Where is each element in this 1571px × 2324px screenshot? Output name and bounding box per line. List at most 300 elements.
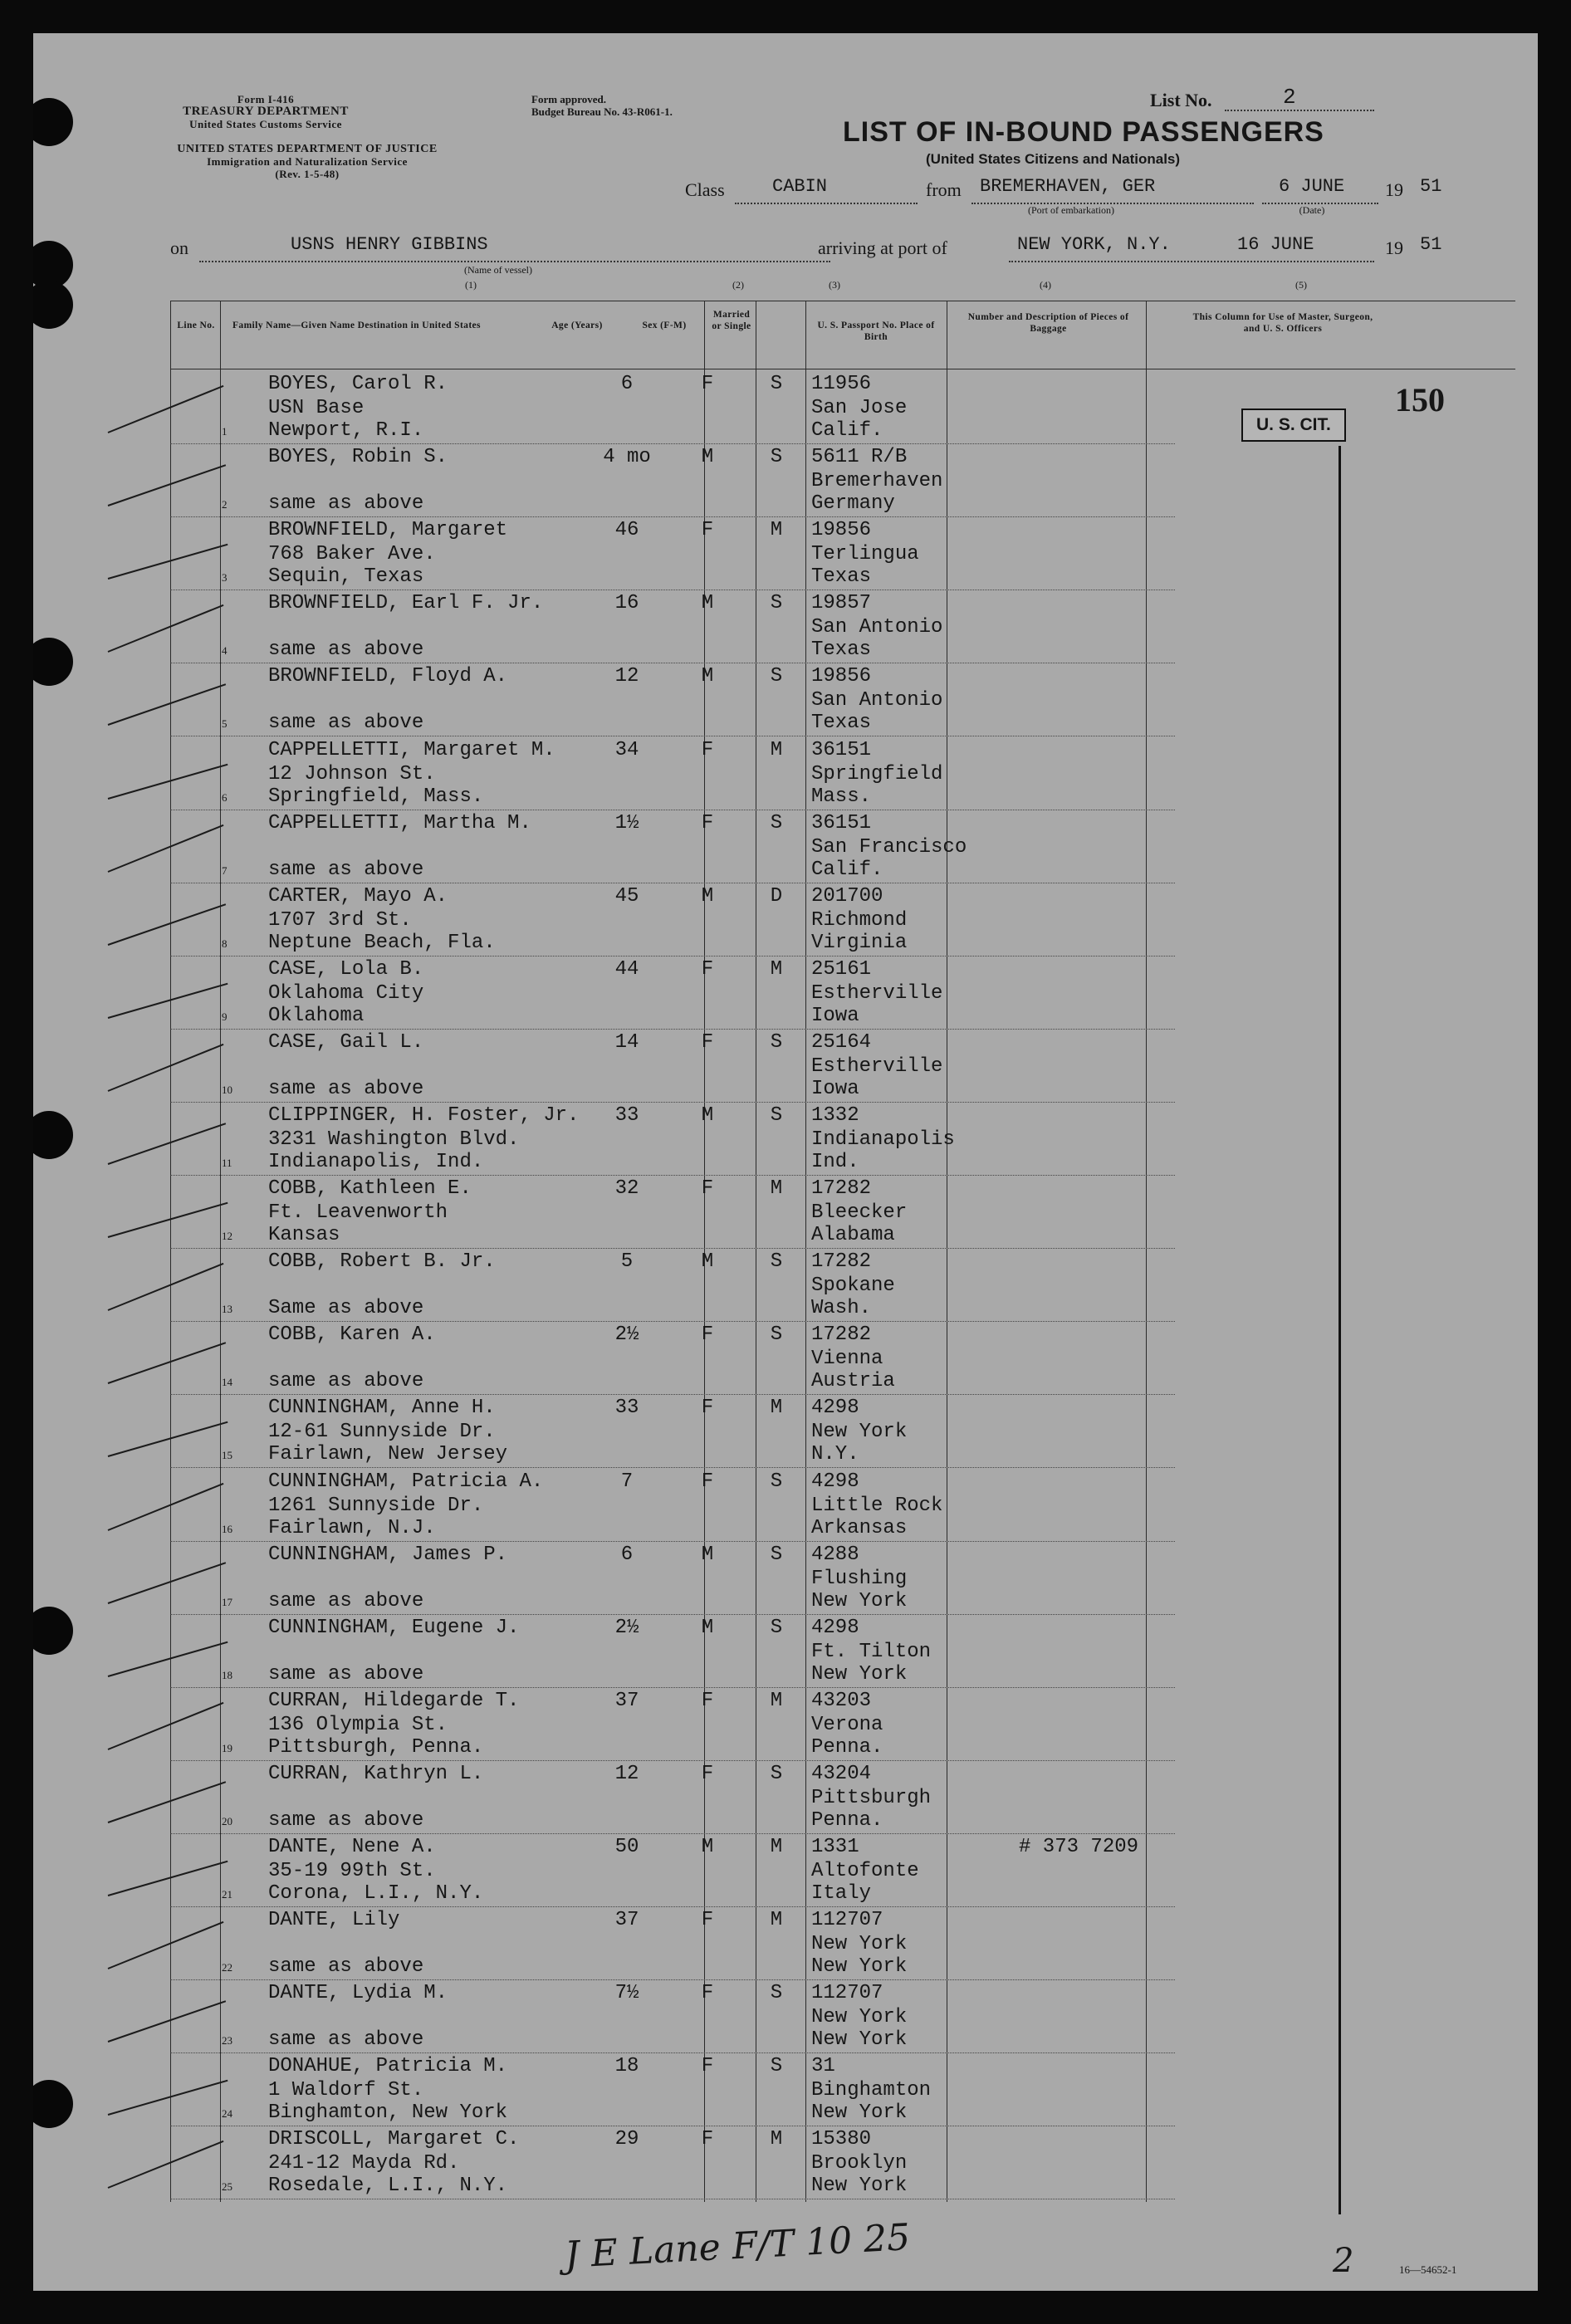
passenger-age: 12	[614, 665, 639, 688]
line-number: 13	[222, 1303, 232, 1316]
line-number: 14	[222, 1376, 232, 1389]
passenger-name: DANTE, Nene A.	[268, 1836, 436, 1858]
marital-status: S	[770, 1030, 783, 1054]
passport-number: 25161	[811, 957, 872, 981]
year-suffix: 51	[1420, 176, 1442, 197]
birthplace-line-2: Germany	[811, 492, 895, 516]
destination-line-1: 12 Johnson St.	[268, 762, 436, 785]
marital-status: M	[770, 1177, 783, 1201]
marital-status: S	[770, 446, 783, 469]
birthplace-line-1: New York	[811, 1421, 908, 1444]
page-title: LIST OF IN-BOUND PASSENGERS	[843, 116, 1324, 148]
line-number: 20	[222, 1814, 232, 1827]
us-citizen-stamp: U. S. CIT.	[1241, 409, 1346, 442]
destination-line-2: Springfield, Mass.	[268, 785, 484, 808]
birthplace-line-1: New York	[811, 1933, 908, 1956]
line-number: 19	[222, 1741, 232, 1754]
handwritten-signature: J E Lane F/T 10 25	[563, 2216, 912, 2277]
destination-line-2: Binghamton, New York	[268, 2101, 508, 2125]
passenger-name: CURRAN, Hildegarde T.	[268, 1689, 520, 1712]
passport-number: 17282	[811, 1177, 872, 1201]
col-header-married: Married or Single	[712, 310, 751, 331]
table-row	[170, 1979, 1175, 2053]
birthplace-line-1: Indianapolis	[811, 1128, 955, 1151]
line-number: 3	[222, 571, 228, 585]
birthplace-line-2: New York	[811, 1955, 908, 1979]
birthplace-line-1: Estherville	[811, 1054, 943, 1078]
birthplace-line-1: Brooklyn	[811, 2152, 908, 2175]
table-row	[170, 443, 1175, 517]
passenger-age: 12	[614, 1762, 639, 1785]
form-footer-number: 16—54652-1	[1399, 2263, 1457, 2276]
table-row	[170, 2126, 1175, 2199]
line-number: 22	[222, 1961, 232, 1974]
table-row	[170, 1833, 1175, 1907]
vessel-line	[199, 261, 830, 262]
table-row	[170, 1248, 1175, 1322]
birthplace-line-1: Pittsburgh	[811, 1786, 932, 1809]
marital-status: M	[770, 1689, 783, 1712]
form-id: Form I-416	[237, 93, 295, 105]
handwritten-check-mark	[108, 2141, 224, 2189]
birthplace-line-2: New York	[811, 1662, 908, 1686]
table-row	[170, 1687, 1175, 1761]
destination-line-1: 1 Waldorf St.	[268, 2079, 424, 2102]
destination-line-2: same as above	[268, 1077, 424, 1100]
passenger-sex: F	[701, 1689, 714, 1712]
line-number: 23	[222, 2034, 232, 2048]
marital-status: S	[770, 1104, 783, 1127]
marital-status: M	[770, 1909, 783, 1932]
destination-line-2: Fairlawn, New Jersey	[268, 1443, 508, 1466]
handwritten-check-mark	[108, 1343, 226, 1385]
birthplace-line-2: Mass.	[811, 785, 872, 808]
passenger-age: 4 mo	[603, 446, 651, 469]
birthplace-line-1: Flushing	[811, 1567, 908, 1590]
marital-status: M	[770, 957, 783, 981]
birthplace-line-1: Terlingua	[811, 543, 919, 566]
birthplace-line-1: Ft. Tilton	[811, 1640, 932, 1663]
destination-line-1: 768 Baker Ave.	[268, 543, 436, 566]
from-label: from	[926, 179, 962, 200]
handwritten-check-mark	[108, 1781, 226, 1823]
handwritten-check-mark	[108, 1123, 226, 1165]
passenger-name: COBB, Robert B. Jr.	[268, 1250, 496, 1274]
destination-line-2: Fairlawn, N.J.	[268, 1516, 436, 1539]
line-number: 2	[222, 498, 228, 511]
col-header-passport: U. S. Passport No. Place of Birth	[817, 320, 935, 342]
table-row	[170, 883, 1175, 957]
marital-status: S	[770, 1250, 783, 1274]
birthplace-line-2: Texas	[811, 638, 872, 662]
arriving-date: 16 JUNE	[1237, 234, 1314, 255]
birthplace-line-2: New York	[811, 1589, 908, 1612]
handwritten-check-mark	[108, 1562, 226, 1604]
passenger-age: 1½	[614, 811, 639, 834]
passenger-name: CUNNINGHAM, James P.	[268, 1543, 508, 1566]
from-caption: (Port of embarkation)	[1028, 204, 1114, 216]
destination-line-2: Corona, L.I., N.Y.	[268, 1882, 484, 1905]
destination-line-2: Newport, R.I.	[268, 419, 424, 442]
passenger-age: 7	[620, 1470, 634, 1493]
line-number: 15	[222, 1449, 232, 1462]
birthplace-line-2: Calif.	[811, 858, 883, 881]
destination-line-2: Indianapolis, Ind.	[268, 1151, 484, 1173]
col-header-baggage: Number and Description of Pieces of Baggage	[967, 312, 1129, 334]
destination-line-1: USN Base	[268, 397, 365, 419]
passenger-name: CAPPELLETTI, Margaret M.	[268, 738, 555, 761]
table-row	[170, 1029, 1175, 1103]
handwritten-check-mark	[108, 903, 226, 946]
handwritten-check-mark	[108, 1921, 224, 1969]
class-label: Class	[685, 179, 725, 200]
form-approved: Form approved.	[531, 93, 607, 105]
birthplace-line-2: Texas	[811, 565, 872, 589]
table-row	[170, 663, 1175, 736]
marital-status: S	[770, 1616, 783, 1639]
marital-status: S	[770, 373, 783, 395]
line-number: 16	[222, 1522, 232, 1535]
marital-status: S	[770, 2055, 783, 2078]
revision: (Rev. 1-5-48)	[275, 168, 340, 180]
destination-line-2: Sequin, Texas	[268, 565, 424, 589]
birthplace-line-1: San Jose	[811, 397, 908, 419]
arriving-year-suffix: 51	[1420, 234, 1442, 255]
marital-status: S	[770, 1323, 783, 1347]
handwritten-check-mark	[108, 824, 224, 872]
line-number: 11	[222, 1157, 232, 1169]
passport-number: 4288	[811, 1543, 859, 1566]
arriving-label: arriving at port of	[818, 237, 947, 258]
handwritten-check-mark	[108, 1641, 228, 1676]
passport-number: 36151	[811, 811, 872, 834]
passenger-age: 50	[614, 1836, 639, 1858]
table-row	[170, 1175, 1175, 1249]
punch-hole	[33, 1111, 73, 1159]
page-subtitle: (United States Citizens and Nationals)	[926, 151, 1181, 167]
col-header-officers: This Column for Use of Master, Surgeon, and U. S. Officers	[1192, 312, 1373, 334]
passport-number: 31	[811, 2055, 835, 2078]
destination-line-1: 3231 Washington Blvd.	[268, 1128, 520, 1151]
passenger-name: BROWNFIELD, Margaret	[268, 519, 508, 542]
passenger-sex: F	[701, 2128, 714, 2151]
ins-service: Immigration and Naturalization Service	[207, 155, 408, 168]
arriving-year-prefix: 19	[1385, 237, 1403, 258]
passport-number: 36151	[811, 738, 872, 761]
handwritten-check-mark	[108, 684, 226, 727]
marital-status: S	[770, 592, 783, 615]
destination-line-2: same as above	[268, 638, 424, 662]
destination-line-2: same as above	[268, 1955, 424, 1979]
table-row	[170, 1321, 1175, 1395]
passenger-name: DANTE, Lydia M.	[268, 1982, 448, 2005]
passenger-name: CASE, Lola B.	[268, 957, 424, 981]
birthplace-line-2: Austria	[811, 1370, 895, 1393]
handwritten-check-mark	[108, 385, 224, 433]
colnum-4: (4)	[1040, 279, 1051, 291]
passenger-name: DRISCOLL, Margaret C.	[268, 2128, 520, 2151]
birthplace-line-2: Texas	[811, 712, 872, 735]
passenger-sex: F	[701, 738, 714, 761]
passenger-sex: F	[701, 1030, 714, 1054]
table-row	[170, 1760, 1175, 1834]
passenger-age: 14	[614, 1030, 639, 1054]
passenger-age: 7½	[614, 1982, 639, 2005]
destination-line-1: 35-19 99th St.	[268, 1860, 436, 1882]
birthplace-line-1: Springfield	[811, 762, 943, 785]
passenger-sex: M	[701, 1616, 714, 1639]
handwritten-check-mark	[108, 544, 228, 580]
passport-number: 1331	[811, 1836, 859, 1858]
birthplace-line-1: Little Rock	[811, 1494, 943, 1517]
line-number: 7	[222, 864, 228, 877]
birthplace-line-2: Italy	[811, 1882, 872, 1905]
colnum-2: (2)	[732, 279, 744, 291]
passenger-sex: M	[701, 446, 714, 469]
passport-number: 43204	[811, 1762, 872, 1785]
passenger-age: 2½	[614, 1323, 639, 1347]
passenger-age: 44	[614, 957, 639, 981]
birthplace-line-2: Iowa	[811, 1077, 859, 1100]
marital-status: M	[770, 1836, 783, 1858]
punch-hole	[33, 2080, 73, 2128]
line-number: 21	[222, 1888, 232, 1901]
destination-line-1: 12-61 Sunnyside Dr.	[268, 1421, 496, 1444]
table-row	[170, 810, 1175, 883]
destination-line-2: Same as above	[268, 1297, 424, 1320]
year-prefix: 19	[1385, 179, 1403, 200]
passenger-age: 6	[620, 1543, 634, 1566]
handwritten-check-mark	[108, 604, 224, 653]
destination-line-2: same as above	[268, 1808, 424, 1832]
birthplace-line-1: Bremerhaven	[811, 470, 943, 493]
birthplace-line-2: Penna.	[811, 1735, 883, 1759]
marital-status: M	[770, 2128, 783, 2151]
colnum-5: (5)	[1295, 279, 1307, 291]
birthplace-line-1: Estherville	[811, 981, 943, 1005]
passenger-sex: F	[701, 1470, 714, 1493]
table-row	[170, 956, 1175, 1030]
marital-status: M	[770, 519, 783, 542]
passenger-age: 5	[620, 1250, 634, 1274]
table-row	[170, 590, 1175, 663]
passenger-age: 37	[614, 1909, 639, 1932]
birthplace-line-2: N.Y.	[811, 1443, 859, 1466]
passenger-age: 33	[614, 1104, 639, 1127]
page-number-stamp: 150	[1395, 381, 1445, 418]
passenger-age: 45	[614, 884, 639, 908]
destination-line-2: same as above	[268, 1662, 424, 1686]
handwritten-check-mark	[108, 1482, 224, 1530]
destination-line-1: 136 Olympia St.	[268, 1713, 448, 1736]
birthplace-line-2: New York	[811, 2175, 908, 2198]
punch-hole	[33, 638, 73, 686]
passenger-age: 6	[620, 373, 634, 395]
destination-line-2: same as above	[268, 712, 424, 735]
handwritten-check-mark	[108, 1044, 224, 1092]
passenger-sex: F	[701, 1397, 714, 1420]
marital-status: S	[770, 1543, 783, 1566]
passenger-sex: F	[701, 1177, 714, 1201]
handwritten-check-mark	[108, 464, 226, 506]
passport-number: 11956	[811, 373, 872, 395]
destination-line-2: Rosedale, L.I., N.Y.	[268, 2175, 508, 2198]
handwritten-check-mark	[108, 2000, 226, 2043]
handwritten-check-mark	[108, 1861, 228, 1896]
col-header-sex: Sex (F-M)	[642, 320, 687, 330]
destination-line-1: 1261 Sunnyside Dr.	[268, 1494, 484, 1517]
customs-service: United States Customs Service	[189, 118, 342, 130]
list-no-value: 2	[1283, 85, 1296, 110]
handwritten-check-mark	[108, 763, 228, 799]
destination-line-2: same as above	[268, 1370, 424, 1393]
destination-line-2: Pittsburgh, Penna.	[268, 1735, 484, 1759]
vessel-caption: (Name of vessel)	[464, 264, 532, 276]
birthplace-line-1: Altofonte	[811, 1860, 919, 1882]
justice-dept: UNITED STATES DEPARTMENT OF JUSTICE	[177, 143, 438, 155]
form-agency-block	[141, 93, 390, 130]
handwritten-check-mark	[108, 1421, 228, 1457]
handwritten-check-mark	[108, 1263, 224, 1311]
passenger-sex: M	[701, 1250, 714, 1274]
on-label: on	[170, 237, 188, 258]
passenger-sex: M	[701, 1836, 714, 1858]
line-number: 4	[222, 644, 228, 658]
birthplace-line-1: San Antonio	[811, 689, 943, 712]
list-no-label: List No.	[1150, 90, 1212, 110]
passport-number: 1332	[811, 1104, 859, 1127]
table-row	[170, 2052, 1175, 2126]
birthplace-line-1: Spokane	[811, 1275, 895, 1298]
passenger-name: CUNNINGHAM, Patricia A.	[268, 1470, 544, 1493]
destination-line-1: Ft. Leavenworth	[268, 1201, 448, 1225]
marital-status: S	[770, 665, 783, 688]
passenger-sex: F	[701, 1323, 714, 1347]
passport-number: 112707	[811, 1982, 883, 2005]
passenger-sex: M	[701, 665, 714, 688]
handwritten-page-mark: 2	[1333, 2242, 1354, 2280]
destination-line-2: same as above	[268, 492, 424, 516]
passenger-sex: M	[701, 1543, 714, 1566]
punch-hole	[33, 98, 73, 146]
justice-block	[166, 143, 448, 180]
birthplace-line-2: New York	[811, 2101, 908, 2125]
list-no-line	[1225, 110, 1374, 111]
class-value: CABIN	[772, 176, 828, 197]
table-row	[170, 1102, 1175, 1176]
passenger-age: 33	[614, 1397, 639, 1420]
birthplace-line-2: New York	[811, 2028, 908, 2052]
marital-status: S	[770, 1470, 783, 1493]
from-value: BREMERHAVEN, GER	[980, 176, 1156, 197]
destination-line-2: same as above	[268, 1589, 424, 1612]
passenger-name: CUNNINGHAM, Anne H.	[268, 1397, 496, 1420]
passenger-age: 37	[614, 1689, 639, 1712]
passenger-sex: F	[701, 2055, 714, 2078]
passenger-sex: F	[701, 1762, 714, 1785]
passenger-age: 34	[614, 738, 639, 761]
marital-status: S	[770, 1762, 783, 1785]
table-row	[170, 1541, 1175, 1615]
destination-line-2: same as above	[268, 2028, 424, 2052]
passport-number: 19856	[811, 519, 872, 542]
handwritten-check-mark	[108, 1202, 228, 1238]
marital-status: S	[770, 811, 783, 834]
table-row	[170, 1906, 1175, 1980]
col-header-age: Age (Years)	[551, 320, 603, 330]
handwritten-check-mark	[108, 2080, 228, 2116]
birthplace-line-1: San Antonio	[811, 616, 943, 639]
passenger-sex: F	[701, 1982, 714, 2005]
passenger-age: 2½	[614, 1616, 639, 1639]
birthplace-line-1: Richmond	[811, 908, 908, 932]
passport-number: 112707	[811, 1909, 883, 1932]
marital-status: D	[770, 884, 783, 908]
table-row	[170, 1614, 1175, 1688]
passenger-name: CLIPPINGER, H. Foster, Jr.	[268, 1104, 580, 1127]
birthplace-line-1: Binghamton	[811, 2079, 932, 2102]
passenger-name: CUNNINGHAM, Eugene J.	[268, 1616, 520, 1639]
destination-line-2: Kansas	[268, 1224, 340, 1247]
line-number: 17	[222, 1595, 232, 1608]
birthplace-line-2: Alabama	[811, 1224, 895, 1247]
birthplace-line-2: Penna.	[811, 1808, 883, 1832]
arriving-port: NEW YORK, N.Y.	[1017, 234, 1171, 255]
destination-line-1: 241-12 Mayda Rd.	[268, 2152, 460, 2175]
destination-line-1: 1707 3rd St.	[268, 908, 412, 932]
birthplace-line-2: Calif.	[811, 419, 883, 442]
class-line	[735, 203, 918, 204]
destination-line-2: Neptune Beach, Fla.	[268, 931, 496, 954]
colnum-3: (3)	[829, 279, 840, 291]
colnum-1: (1)	[465, 279, 477, 291]
marital-status: M	[770, 1397, 783, 1420]
birthplace-line-2: Ind.	[811, 1151, 859, 1173]
line-number: 9	[222, 1010, 228, 1023]
passenger-name: COBB, Kathleen E.	[268, 1177, 472, 1201]
birthplace-line-2: Iowa	[811, 1004, 859, 1027]
passenger-age: 16	[614, 592, 639, 615]
destination-line-2: Oklahoma	[268, 1004, 365, 1027]
handwritten-check-mark	[108, 1702, 224, 1750]
passenger-sex: M	[701, 884, 714, 908]
date-caption: (Date)	[1299, 204, 1325, 216]
punch-hole	[33, 1607, 73, 1655]
line-number: 8	[222, 937, 228, 950]
handwritten-check-mark	[108, 982, 228, 1018]
punch-hole	[33, 281, 73, 329]
treasury-dept: TREASURY DEPARTMENT	[183, 105, 349, 118]
passenger-name: BROWNFIELD, Floyd A.	[268, 665, 508, 688]
passenger-name: CAPPELLETTI, Martha M.	[268, 811, 531, 834]
table-row	[170, 1468, 1175, 1542]
passenger-sex: M	[701, 1104, 714, 1127]
line-number: 10	[222, 1083, 232, 1096]
birthplace-line-1: New York	[811, 2006, 908, 2029]
passport-number: 4298	[811, 1397, 859, 1420]
passenger-sex: F	[701, 519, 714, 542]
passport-number: 25164	[811, 1030, 872, 1054]
baggage-description: # 373 7209	[1019, 1836, 1139, 1858]
line-number: 18	[222, 1668, 232, 1681]
line-number: 12	[222, 1230, 232, 1243]
line-number: 5	[222, 717, 228, 731]
passenger-name: COBB, Karen A.	[268, 1323, 436, 1347]
birthplace-line-2: Virginia	[811, 931, 908, 954]
line-number: 1	[222, 425, 228, 438]
passport-number: 201700	[811, 884, 883, 908]
marital-status: M	[770, 738, 783, 761]
